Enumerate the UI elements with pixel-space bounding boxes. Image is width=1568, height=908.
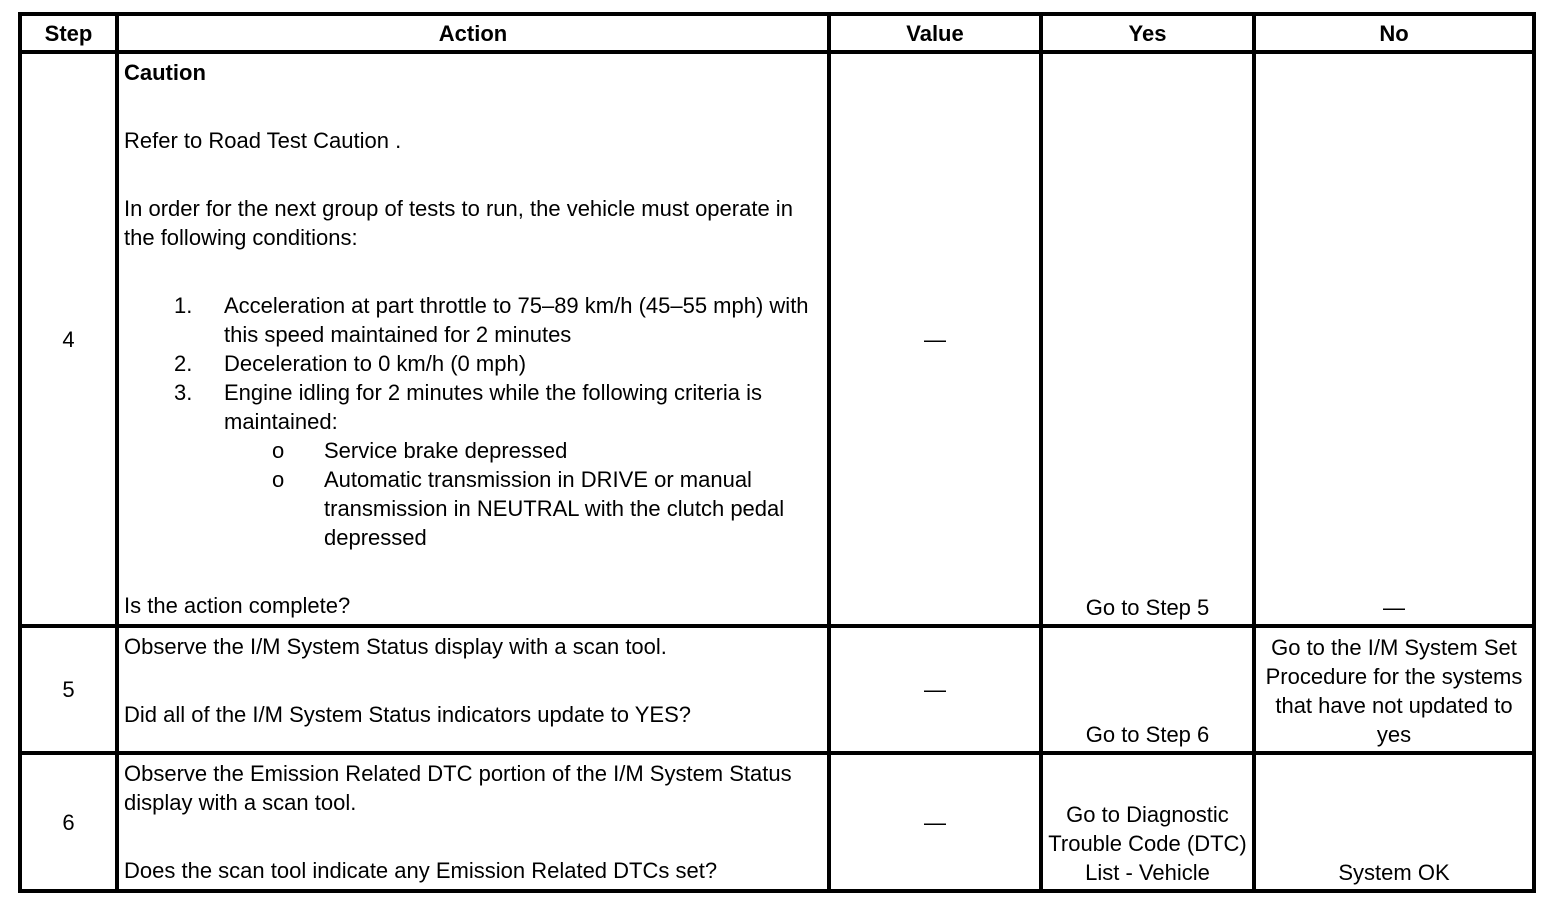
action-cell <box>117 626 829 753</box>
bullet-marker: o <box>272 467 285 492</box>
value-cell: — <box>829 626 1041 753</box>
list-item <box>124 349 821 378</box>
list-number: 1. <box>174 293 193 318</box>
action-instruction: Observe the Emission Related DTC portion of the I/M System Status display with a scan tool. <box>124 761 792 815</box>
table-row <box>20 753 1534 891</box>
no-cell: System OK <box>1254 753 1534 891</box>
action-question: Is the action complete? <box>124 593 351 618</box>
list-number: 2. <box>174 351 193 376</box>
criteria-list <box>224 436 821 552</box>
no-cell: Go to the I/M System Set Procedure for the systems that have not updated to yes <box>1254 626 1534 753</box>
action-cell <box>117 52 829 626</box>
step-number: 5 <box>20 626 117 753</box>
step-number: 4 <box>20 52 117 626</box>
list-text: Service brake depressed <box>324 438 568 463</box>
header-step: Step <box>20 14 117 52</box>
header-action: Action <box>117 14 829 52</box>
bullet-marker: o <box>272 438 285 463</box>
caution-heading: Caution <box>124 60 206 85</box>
list-item <box>124 378 821 552</box>
value-cell: — <box>829 52 1041 626</box>
value-cell: — <box>829 753 1041 891</box>
table-row <box>20 52 1534 626</box>
caution-reference: Refer to Road Test Caution . <box>124 128 402 153</box>
list-text: Deceleration to 0 km/h (0 mph) <box>224 351 527 376</box>
list-item <box>124 291 821 349</box>
diagnostic-table <box>18 12 1536 893</box>
action-question: Did all of the I/M System Status indicators update to YES? <box>124 702 691 727</box>
table-row <box>20 626 1534 753</box>
step-number: 6 <box>20 753 117 891</box>
list-text: Engine idling for 2 minutes while the following criteria is maintained: <box>224 380 763 434</box>
header-value: Value <box>829 14 1041 52</box>
list-item <box>224 436 821 465</box>
list-number: 3. <box>174 380 193 405</box>
no-cell: — <box>1254 52 1534 626</box>
yes-cell: Go to Diagnostic Trouble Code (DTC) List - Vehicle <box>1041 753 1254 891</box>
list-text: Acceleration at part throttle to 75–89 km/h (45–55 mph) with this speed maintained for 2 minutes <box>224 293 809 347</box>
action-cell <box>117 753 829 891</box>
conditions-list <box>124 291 821 552</box>
list-item <box>224 465 821 552</box>
action-question: Does the scan tool indicate any Emission Related DTCs set? <box>124 858 718 883</box>
header-row <box>20 14 1534 52</box>
header-no: No <box>1254 14 1534 52</box>
yes-cell: Go to Step 6 <box>1041 626 1254 753</box>
conditions-intro: In order for the next group of tests to run, the vehicle must operate in the following conditions: <box>124 196 793 250</box>
yes-cell: Go to Step 5 <box>1041 52 1254 626</box>
list-text: Automatic transmission in DRIVE or manual transmission in NEUTRAL with the clutch pedal depressed <box>324 467 785 550</box>
action-instruction: Observe the I/M System Status display with a scan tool. <box>124 634 667 659</box>
header-yes: Yes <box>1041 14 1254 52</box>
